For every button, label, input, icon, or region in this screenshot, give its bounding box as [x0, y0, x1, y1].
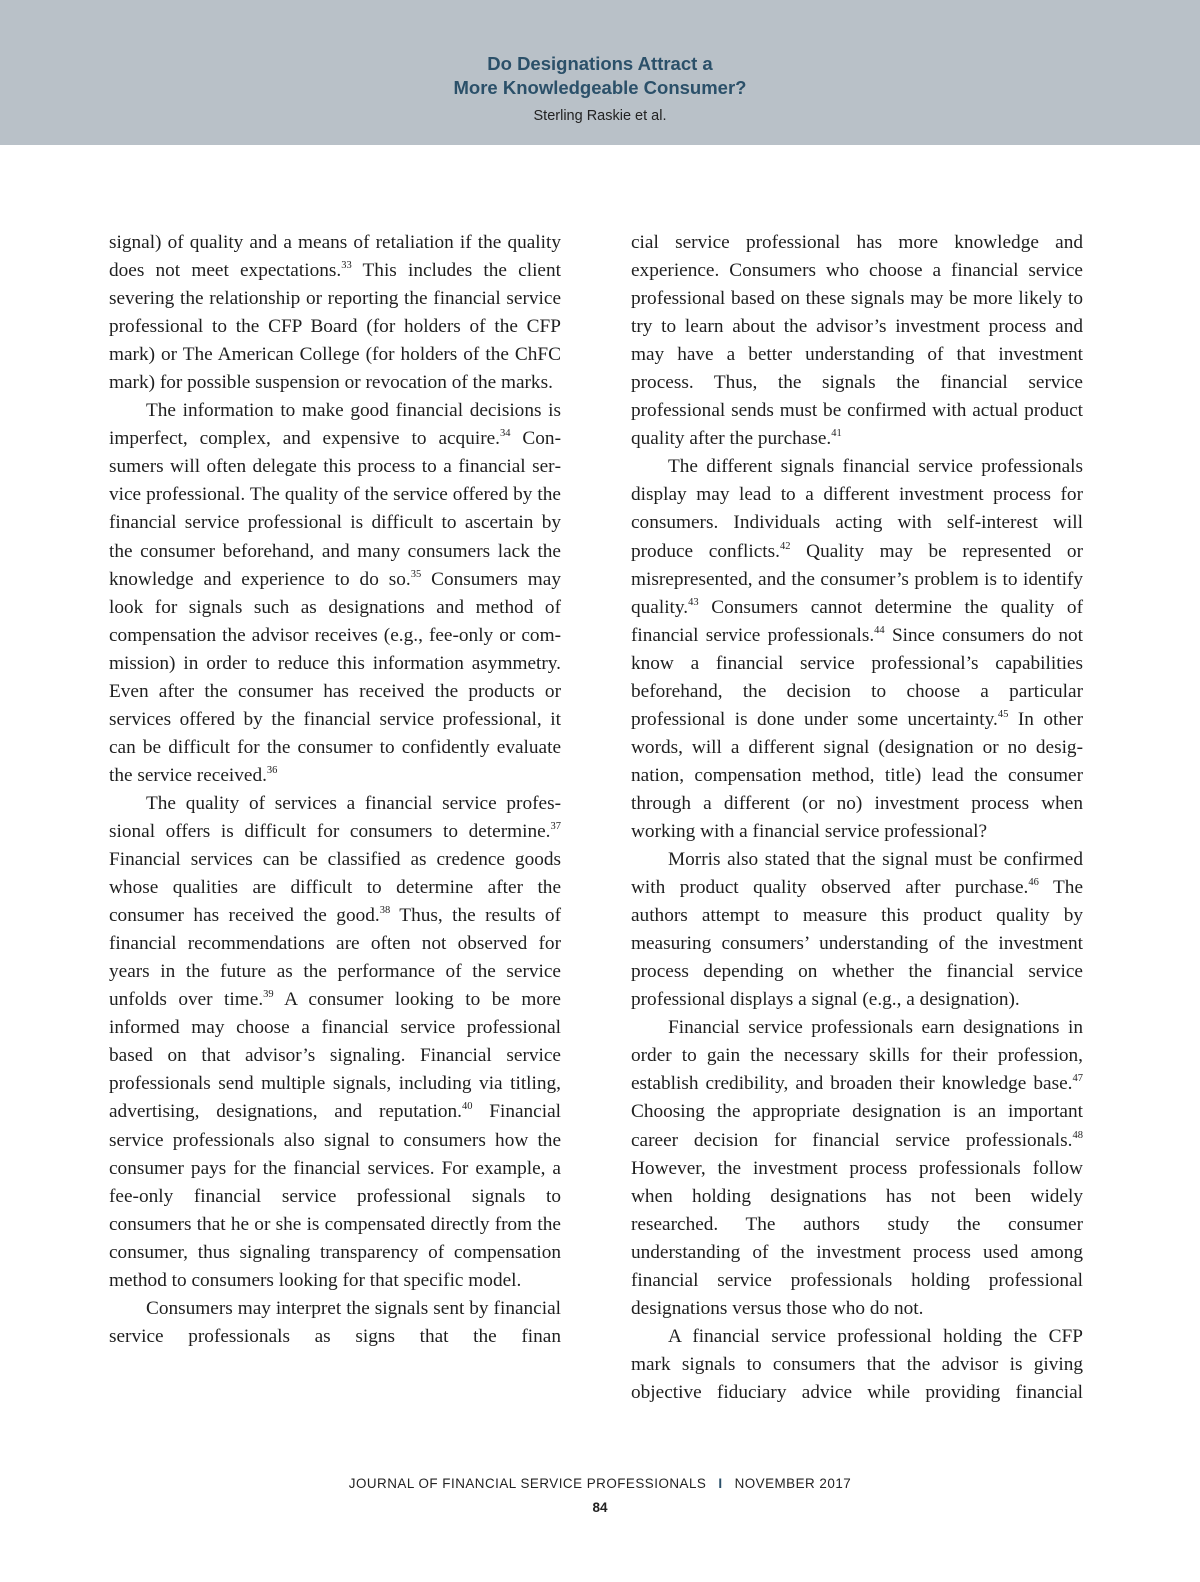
paragraph-text: However, the investment process professionals follow when holding designations has not been widely researched. The authors study the consumer understanding of the investment process used among financial service professionals holding professional designations versus those who do not. [631, 1157, 1083, 1319]
footnote-marker: 41 [831, 428, 842, 440]
footnote-marker: 44 [874, 624, 885, 636]
paragraph-text: Consumers cannot determine the quality of financial service professionals. [631, 596, 1083, 646]
paragraph-text: Morris also stated that the signal must be confirmed with product quality observed after purchase. [631, 849, 1083, 899]
paragraph-text: A financial service professional holding the CFP mark signals to consumers that the advisor is giving objective fiduciary advice while providing financial [631, 1325, 1083, 1403]
left-text-column [109, 229, 561, 1351]
paragraph-text: Quality may be represented or misrepresented, and the consumer’s problem is to identify quality. [631, 540, 1083, 618]
body-paragraph [631, 846, 1083, 1014]
footnote-marker: 42 [779, 540, 791, 552]
body-paragraph [109, 397, 561, 790]
paragraph-text: The information to make good financial decisions is imperfect, complex, and expensive to acquire. [109, 400, 561, 450]
footnote-marker: 45 [997, 708, 1009, 720]
article-title-line-2: More Knowledgeable Consumer? [453, 77, 747, 98]
journal-footer [0, 1476, 1200, 1491]
article-title [0, 52, 1200, 100]
footnote-marker: 34 [500, 428, 511, 440]
article-title-line-1: Do Designations Attract a [487, 53, 713, 74]
body-paragraph [109, 229, 561, 397]
footnote-marker: 37 [550, 820, 561, 832]
footnote-marker: 36 [266, 764, 278, 776]
paragraph-text: cial service professional has more knowledge and experience. Consumers who choose a financial service professional based on these signals may be more likely to try to learn about the advisor’s investment process and may have a better understanding of that investment process. Thus, the signals the financial service professional sends must be confirmed with actual product quality after the purchase. [631, 232, 1083, 450]
body-paragraph [631, 453, 1083, 846]
running-header [0, 0, 1200, 145]
paragraph-text: Financial services can be classified as credence goods whose qualities are difficult to determine after the consumer has received the good. [109, 849, 561, 927]
body-paragraph [631, 1323, 1083, 1407]
footnote-marker: 43 [688, 596, 699, 608]
paragraph-text: In other words, will a different signal (designation or no designation, compensation method, title) lead the consumer through a different (or no) investment process when working with a financial service professional? [631, 708, 1083, 842]
paragraph-text: Financial service professionals earn designations in order to gain the necessary skills for their profession, establish credibility, and broaden their knowledge base. [631, 1017, 1083, 1095]
paragraph-text: Consumers may interpret the signals sent by financial service professionals as signs that the finan [109, 1297, 561, 1347]
body-paragraph [631, 1014, 1083, 1323]
paragraph-text: Financial service professionals also signal to consumers how the consumer pays for the financial services. For example, a fee-only financial service professional signals to consumers that he or she is compensated directly from the consumer, thus signaling transparency of compensation method to consumers looking for that specific model. [109, 1101, 561, 1291]
paragraph-text: Choosing the appropriate designation is an important career decision for financial service professionals. [631, 1101, 1083, 1151]
paragraph-text: Consumers will often delegate this process to a financial service professional. The quality of the service offered by the financial service professional is difficult to ascertain by the consumer beforehand, and many consumers lack the knowledge and experience to do so. [109, 428, 561, 590]
footnote-marker: 38 [379, 905, 391, 917]
journal-name: JOURNAL OF FINANCIAL SERVICE PROFESSIONALS [348, 1476, 707, 1491]
footnote-marker: 47 [1072, 1073, 1083, 1085]
body-paragraph [109, 1295, 561, 1351]
paragraph-text: Consumers may look for signals such as designations and method of compensation the advisor receives (e.g., fee-only or commission) in order to reduce this information asymmetry. Even after the consumer has received the products or services offered by the financial service professional, it can be difficult for the consumer to confidently evaluate the service received. [109, 568, 561, 786]
paragraph-text: signal) of quality and a means of retaliation if the quality does not meet expectations. [109, 232, 561, 282]
footnote-marker: 48 [1072, 1129, 1083, 1141]
body-paragraph [109, 790, 561, 1295]
paragraph-text: Thus, the results of financial recommendations are often not observed for years in the future as the performance of the service unfolds over time. [109, 905, 561, 1011]
paragraph-text: Since consumers do not know a financial service professional’s capabilities beforehand, the decision to choose a particular professional is done under some uncertainty. [631, 624, 1083, 730]
article-authors: Sterling Raskie et al. [533, 108, 667, 124]
paragraph-text: The authors attempt to measure this product quality by measuring consumers’ understanding of the investment process depending on whether the financial service professional displays a signal (e.g., a designation). [631, 877, 1083, 1011]
issue-date: NOVEMBER 2017 [734, 1476, 852, 1491]
footnote-marker: 40 [461, 1101, 473, 1113]
body-paragraph [631, 229, 1083, 453]
footer-separator: I [718, 1476, 723, 1491]
footnote-marker: 33 [341, 260, 352, 272]
footnote-marker: 46 [1028, 877, 1039, 889]
footnote-marker: 39 [263, 989, 274, 1001]
page-number: 84 [592, 1500, 608, 1515]
paragraph-text: The quality of services a financial service professional offers is difficult for consumers to determine. [109, 792, 561, 842]
right-text-column [631, 229, 1083, 1407]
paragraph-text: The different signals financial service professionals display may lead to a different investment process for consumers. Individuals acting with self-interest will produce conflicts. [631, 456, 1083, 562]
paragraph-text: This includes the client severing the relationship or reporting the financial service professional to the CFP Board (for holders of the CFP mark) or The American College (for holders of the ChFC mark) for possible suspension or revocation of the marks. [109, 260, 561, 394]
footnote-marker: 35 [410, 568, 422, 580]
paragraph-text: A consumer looking to be more informed may choose a financial service professional based on that advisor’s signaling. Financial service professionals send multiple signals, including via titling, advertising, designations, and reputation. [109, 989, 561, 1123]
